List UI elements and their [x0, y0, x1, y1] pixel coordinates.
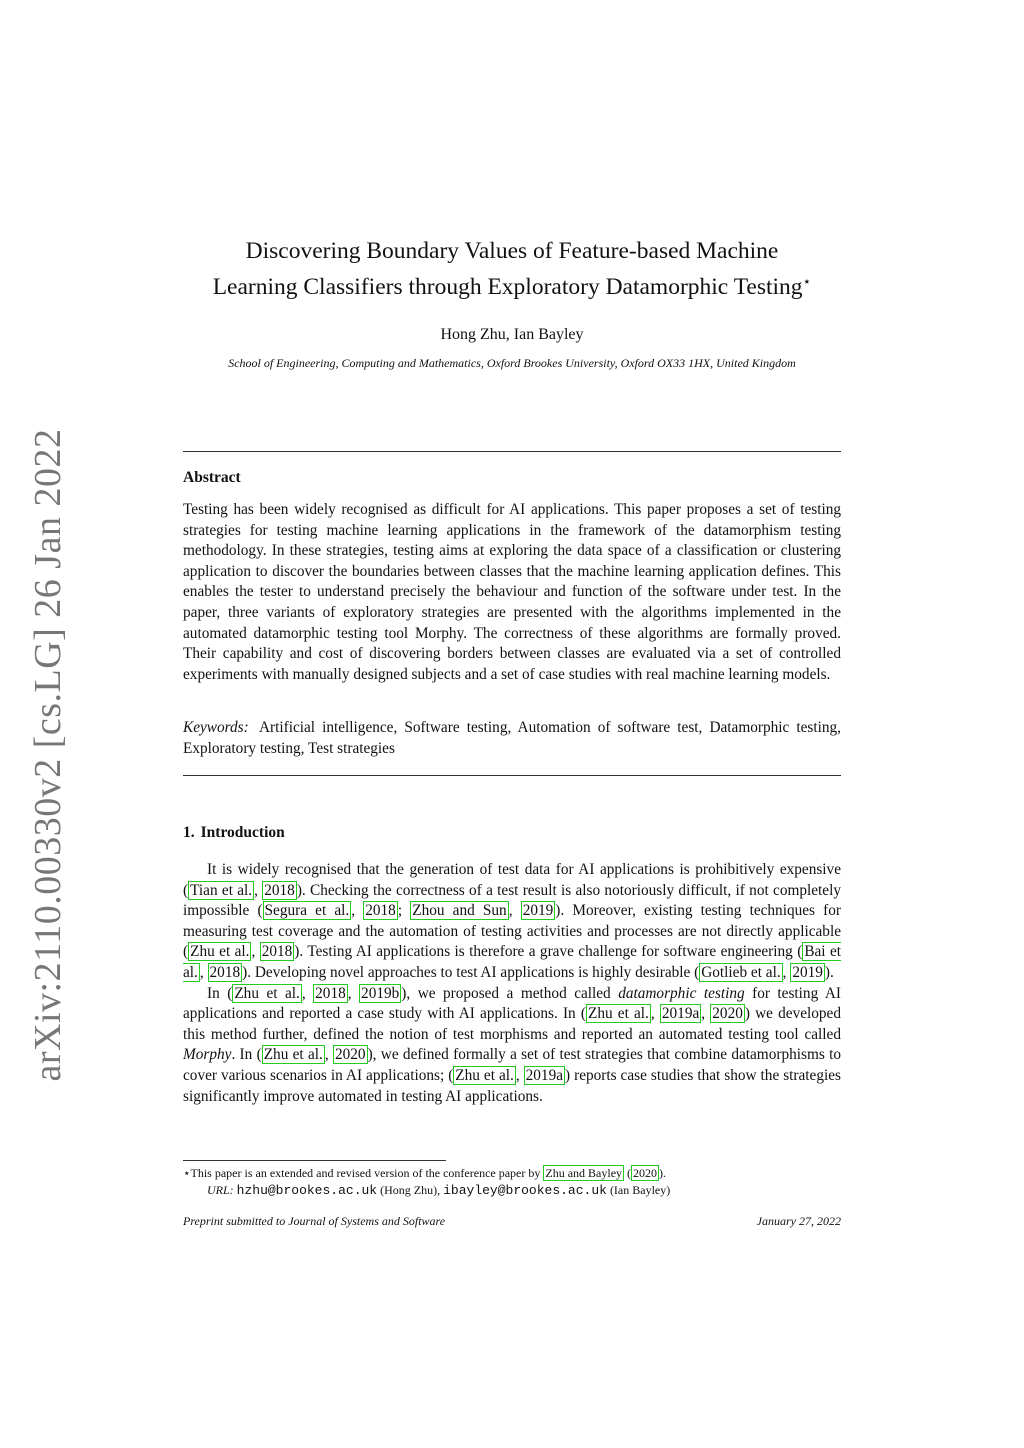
- title-line-2: [150, 267, 874, 303]
- text: ).: [824, 963, 834, 981]
- citation-link[interactable]: 2019: [522, 902, 554, 920]
- footnote-rule: [183, 1160, 446, 1161]
- text: ). Testing AI applications is therefore a grave challenge for software engineering (: [294, 943, 803, 961]
- citation-link[interactable]: Zhou and Sun: [412, 902, 507, 920]
- footnote-1: [183, 1165, 841, 1181]
- text: ,: [347, 984, 360, 1002]
- text: ,: [301, 984, 314, 1002]
- text: ,: [782, 963, 791, 981]
- title-footnote-star[interactable]: ⋆: [802, 275, 812, 290]
- citation-link[interactable]: Zhu et al.: [587, 1005, 649, 1023]
- abstract-bottom-rule: [183, 775, 841, 776]
- citation-link[interactable]: 2018: [261, 943, 293, 961]
- citation-link[interactable]: 2020: [633, 1166, 658, 1180]
- text: It is widely recognised that the generation of test data for AI applications is prohibitively expensive (: [183, 861, 841, 899]
- text: (Hong Zhu),: [380, 1183, 441, 1197]
- citation-link[interactable]: Zhu et al.: [234, 984, 300, 1002]
- text: This paper is an extended and revised version of the conference paper by: [190, 1166, 544, 1180]
- emphasis: datamorphic testing: [618, 984, 745, 1002]
- authors: Hong Zhu, Ian Bayley: [440, 326, 584, 343]
- title-line-1: Discovering Boundary Values of Feature-based Machine: [245, 238, 779, 264]
- text: ,: [254, 881, 263, 899]
- text: . In (: [231, 1046, 262, 1064]
- footer-date: January 27, 2022: [756, 1214, 841, 1228]
- emphasis: Morphy: [183, 1046, 232, 1064]
- arxiv-stamp: [18, 428, 78, 1082]
- footnote-star: ⋆: [183, 1166, 191, 1180]
- url-label: URL:: [207, 1183, 234, 1197]
- citation-link[interactable]: 2019a: [661, 1005, 700, 1023]
- citation-link[interactable]: Zhu et al.: [455, 1066, 514, 1084]
- citation-link[interactable]: 2020: [334, 1046, 366, 1064]
- text: ,: [508, 902, 521, 920]
- text: ) we developed this method further, defined the notion of test morphisms and reported an automated testing tool called: [183, 1005, 841, 1043]
- citation-link[interactable]: Zhu et al.: [263, 1046, 323, 1064]
- intro-paragraph-1: [183, 860, 841, 984]
- intro-paragraph-2: [183, 984, 841, 1108]
- citation-link[interactable]: 2018: [264, 881, 295, 899]
- citation-link[interactable]: Zhu et al.: [190, 943, 250, 961]
- email-link[interactable]: ibayley@brookes.ac.uk: [443, 1183, 607, 1198]
- text: ,: [251, 943, 260, 961]
- text: ,: [515, 1066, 524, 1084]
- text: (Ian Bayley): [609, 1183, 671, 1197]
- citation-link[interactable]: 2018: [209, 963, 241, 981]
- text: ;: [397, 902, 411, 920]
- text: In (: [207, 984, 233, 1002]
- citation-link[interactable]: Bai et al.: [183, 943, 841, 981]
- abstract-text: Testing has been widely recognised as difficult for AI applications. This paper proposes a set of testing strategies for testing machine learning applications in the framework of the datamorphism testing methodology. In these strategies, testing aims at exploring the data space of a classification or clustering application to discover the boundaries between classes that the machine learning application defines. This enables the tester to understand precisely the behaviour and function of the software under test. In the paper, three variants of exploratory strategies are presented with the algorithms implemented in the automated datamorphic testing tool Morphy. The correctness of these algorithms are formally proved. Their capability and cost of discovering borders between classes are evaluated via a set of controlled experiments with manually designed subjects and a set of case studies with real machine learning models.: [183, 501, 841, 683]
- text: ,: [701, 1005, 711, 1023]
- text: ,: [351, 902, 364, 920]
- footer-journal: Preprint submitted to Journal of Systems and Software: [183, 1214, 446, 1228]
- citation-link[interactable]: 2018: [315, 984, 346, 1002]
- text: ). Moreover, existing testing techniques for measuring test coverage and the automation of testing activities and processes are not directly applicable (: [183, 902, 841, 961]
- abstract-top-rule: [183, 451, 841, 452]
- introduction-body: [183, 860, 841, 1107]
- text: ) reports case studies that show the strategies significantly improve automated in testing AI applications.: [183, 1066, 841, 1105]
- section-heading-introduction: [183, 824, 285, 842]
- text: ,: [199, 963, 208, 981]
- text: for testing AI applications and reported a case study with AI applications. In (: [183, 984, 841, 1023]
- text: ).: [659, 1166, 667, 1180]
- arxiv-id: arXiv:2110.00330v2 [cs.LG] 26 Jan 2022: [27, 428, 69, 1082]
- section-title: Introduction: [200, 824, 285, 841]
- citation-link[interactable]: Gotlieb et al.: [701, 963, 781, 981]
- text: ), we proposed a method called: [401, 984, 619, 1002]
- keywords-text: Artificial intelligence, Software testing, Automation of software test, Datamorphic testing, Exploratory testing, Test strategies: [183, 719, 841, 757]
- citation-link[interactable]: Zhu and Bayley: [545, 1166, 623, 1180]
- title-line-2-text: Learning Classifiers through Exploratory Datamorphic Testing: [212, 274, 803, 300]
- text: (: [624, 1166, 632, 1180]
- citation-link[interactable]: Tian et al.: [190, 881, 253, 899]
- text: ,: [324, 1046, 333, 1064]
- affiliation: School of Engineering, Computing and Mathematics, Oxford Brookes University, Oxford OX33 1HX, United Kingdom: [228, 356, 796, 370]
- citation-link[interactable]: 2020: [712, 1005, 743, 1023]
- citation-link[interactable]: 2019: [792, 963, 823, 981]
- section-number: 1.: [183, 824, 195, 841]
- citation-link[interactable]: 2018: [365, 902, 396, 920]
- text: ), we defined formally a set of test strategies that combine datamorphisms to cover various scenarios in AI applications; (: [183, 1046, 841, 1084]
- paper-title: [150, 236, 874, 303]
- citation-link[interactable]: Segura et al.: [264, 902, 350, 920]
- citation-link[interactable]: 2019a: [525, 1066, 564, 1084]
- text: ,: [650, 1005, 660, 1023]
- citation-link[interactable]: 2019b: [361, 984, 400, 1002]
- text: ). Checking the correctness of a test result is also notoriously difficult, if not completely impossible (: [183, 881, 841, 920]
- text: ). Developing novel approaches to test AI applications is highly desirable (: [242, 963, 700, 981]
- keywords-label: Keywords:: [183, 719, 249, 736]
- abstract-heading: Abstract: [183, 469, 241, 486]
- keywords: [183, 718, 841, 759]
- footnote-url: [183, 1182, 865, 1199]
- email-link[interactable]: hzhu@brookes.ac.uk: [236, 1183, 378, 1198]
